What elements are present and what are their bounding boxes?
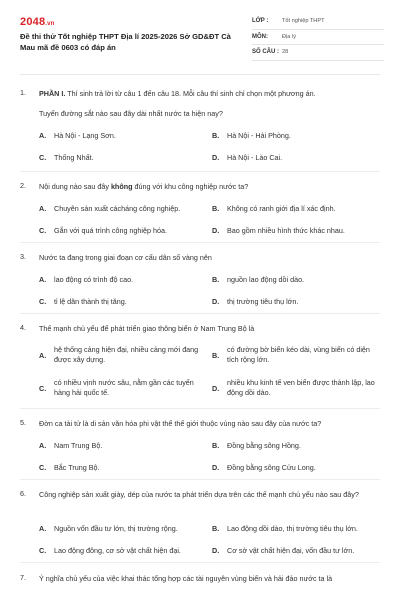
exam-meta-table [252,14,384,61]
question-stem: Nước ta đang trong giai đoạn cơ cấu dân số vàng nên [39,253,212,262]
meta-value: Địa lý [282,33,296,40]
page-title: Đề thi thử Tốt nghiệp THPT Địa lí 2025-2026 Sở GD&ĐT Cà Mau mã đề 0603 có đáp án [20,32,231,52]
meta-label: SỐ CÂU : [252,49,279,56]
meta-value: Tốt nghiệp THPT [282,18,325,25]
meta-value: 28 [282,49,289,56]
question-number: 3. [20,252,26,261]
meta-row-subject [252,30,384,46]
question-divider [20,408,380,409]
document-header [0,0,400,62]
question-number: 7. [20,573,26,582]
question-divider [20,562,380,563]
site-logo[interactable] [20,16,55,28]
meta-label: LỚP : [252,18,269,25]
section-instructions: Thí sinh trả lời từ câu 1 đến câu 18. Mỗi câu thí sinh chỉ chọn một phương án. [65,89,316,98]
header-divider [20,74,380,75]
question-divider [20,479,380,480]
logo-suffix: .vn [45,21,55,27]
question-stem: Ý nghĩa chủ yếu của việc khai thác tổng hợp các tài nguyên vùng biển và hải đảo nước ta là [39,574,333,583]
question-number: 5. [20,418,26,427]
section-label: PHẦN I. [39,89,66,98]
question-number: 6. [20,489,26,498]
question-number: 2. [20,181,26,190]
question-number: 1. [20,88,26,97]
question-stem: Tuyến đường sắt nào sau đây dài nhất nước ta hiện nay? [39,109,223,118]
question-divider [20,171,380,172]
question-stem: Công nghiệp sản xuất giày, dép của nước ta phát triển dựa trên các thế mạnh chủ yếu nào sau đây? [39,490,359,499]
meta-row-count [252,45,384,61]
meta-label: MÔN: [252,33,268,40]
question-stem: Thế mạnh chủ yếu để phát triển giao thông biển ở Nam Trung Bộ là [39,324,255,333]
question-stem: Đờn ca tài tử là di sản văn hóa phi vật thể thế giới thuộc vùng nào sau đây của nước ta? [39,419,322,428]
question-number: 4. [20,323,26,332]
question-stem: Nội dung nào sau đây không đúng với khu công nghiệp nước ta? [39,182,249,191]
emphasis-word: không [110,182,133,191]
meta-row-class [252,14,384,30]
logo-text: 2048 [20,16,46,28]
question-divider [20,313,380,314]
question-divider [20,242,380,243]
question-text [39,88,380,99]
